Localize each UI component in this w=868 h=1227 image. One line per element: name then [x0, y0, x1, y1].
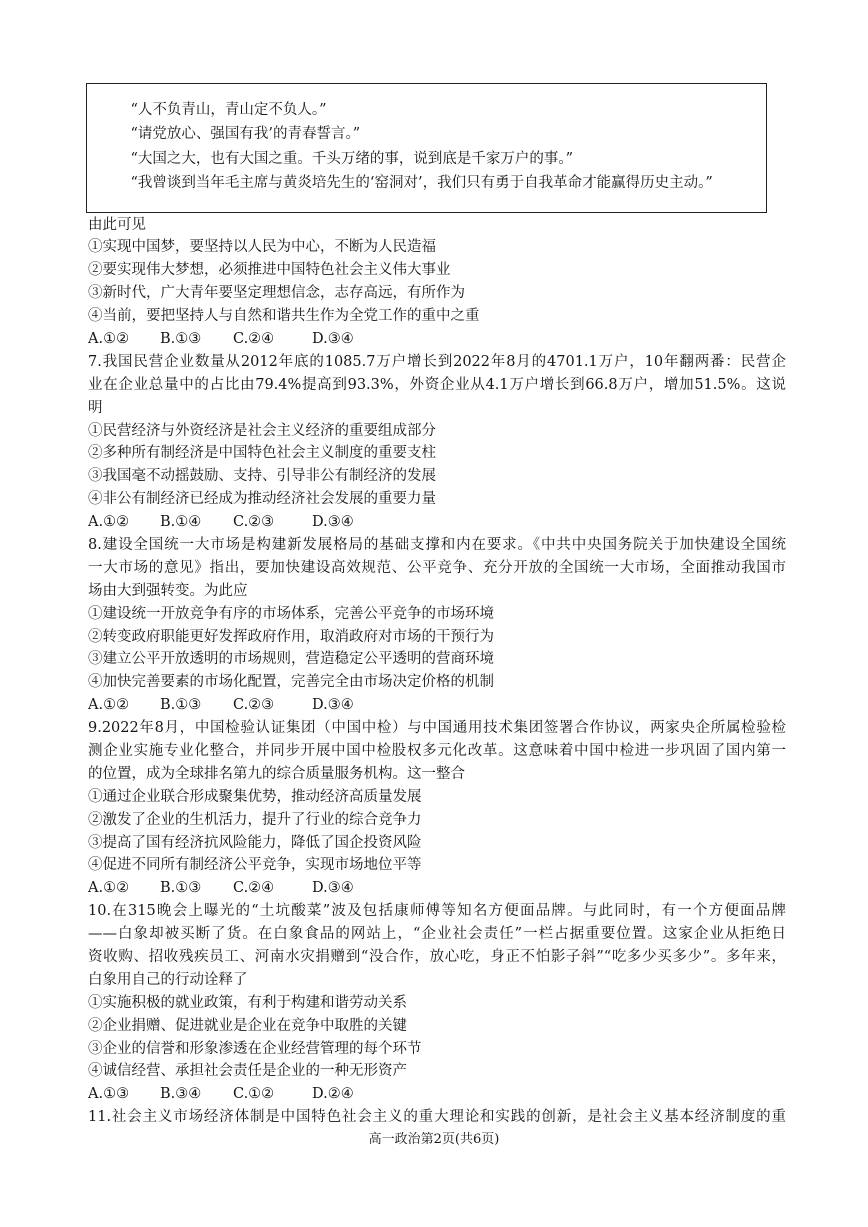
- quote-line-1: “人不负青山，青山定不负人。”: [130, 102, 327, 118]
- question-6-option-2: ②要实现伟大梦想，必须推进中国特色社会主义伟大事业: [88, 262, 451, 279]
- question-7-option-1: ①民营经济与外资经济是社会主义经济的重要组成部分: [88, 422, 436, 439]
- question-8-option-2: ②转变政府职能更好发挥政府作用，取消政府对市场的干预行为: [88, 628, 494, 645]
- question-9-option-1: ①通过企业联合形成聚集优势，推动经济高质量发展: [88, 788, 422, 805]
- question-10-choice-d: D.②④: [312, 1086, 354, 1103]
- question-8-stem-line-2: 一大市场的意见》指出，要加快建设高效规范、公平竞争、充分开放的全国统一大市场，全面推动我国市: [88, 559, 786, 576]
- question-6-choice-b: B.①③: [160, 330, 202, 347]
- question-9-choices: [88, 877, 786, 900]
- question-7-choice-b: B.①④: [160, 514, 202, 531]
- question-10: [88, 900, 786, 1106]
- question-7-choice-d: D.③④: [312, 514, 354, 531]
- question-8-choice-c: C.②③: [233, 697, 275, 714]
- question-11-stem-line-1: 11.社会主义市场经济体制是中国特色社会主义的重大理论和实践的创新，是社会主义基本经济制度的重: [88, 1109, 786, 1126]
- question-10-choice-b: B.③④: [160, 1086, 202, 1103]
- question-8-option-3: ③建立公平开放透明的市场规则，营造稳定公平透明的营商环境: [88, 651, 494, 668]
- question-10-choices: [88, 1083, 786, 1106]
- question-8-option-1: ①建设统一开放竞争有序的市场体系，完善公平竞争的市场环境: [88, 605, 494, 622]
- question-9-stem-line-1: 9.2022年8月，中国检验认证集团（中国中检）与中国通用技术集团签署合作协议，两家央企所属检验检: [88, 720, 786, 737]
- question-10-stem-line-4: 白象用自己的行动诠释了: [88, 971, 248, 988]
- question-10-option-4: ④诚信经营、承担社会责任是企业的一种无形资产: [88, 1063, 407, 1080]
- question-6-choice-a: A.①②: [88, 330, 130, 347]
- quote-box: [86, 83, 767, 213]
- quote-line-3: “大国之大，也有大国之重。千头万绪的事，说到底是千家万户的事。”: [130, 150, 574, 167]
- question-6-option-4: ④当前，要把坚持人与自然和谐共生作为全党工作的重中之重: [88, 308, 480, 325]
- question-10-option-1: ①实施积极的就业政策，有利于构建和谐劳动关系: [88, 994, 407, 1011]
- question-6-option-1: ①实现中国梦，要坚持以人民为中心，不断为人民造福: [88, 239, 436, 256]
- question-list: [88, 214, 786, 1130]
- question-8-stem-line-1: 8.建设全国统一大市场是构建新发展格局的基础支撑和内在要求。《中共中央国务院关于加快建设全国统: [88, 536, 786, 553]
- question-7-stem-line-3: 明: [88, 399, 103, 416]
- question-8-choices: [88, 694, 786, 717]
- question-8: [88, 534, 786, 717]
- question-9-stem-line-2: 测企业实施专业化整合，并同步开展中国中检股权多元化改革。这意味着中国中检进一步巩固了国内第一: [88, 742, 786, 759]
- question-9-stem-line-3: 的位置，成为全球排名第九的综合质量服务机构。这一整合: [88, 765, 465, 782]
- question-9: [88, 717, 786, 900]
- question-6-stem-line-1: 由此可见: [88, 216, 146, 233]
- question-7-option-2: ②多种所有制经济是中国特色社会主义制度的重要支柱: [88, 445, 436, 462]
- question-7-option-3: ③我国毫不动摇鼓励、支持、引导非公有制经济的发展: [88, 468, 436, 485]
- question-9-choice-b: B.①③: [160, 880, 202, 897]
- question-6-option-3: ③新时代，广大青年要坚定理想信念，志存高远，有所作为: [88, 285, 465, 302]
- question-9-choice-a: A.①②: [88, 880, 130, 897]
- question-7-stem-line-2: 业在企业总量中的占比由79.4%提高到93.3%，外资企业从4.1万户增长到66.8万户，增加51.5%。这说: [88, 376, 786, 393]
- question-7-stem-line-1: 7.我国民营企业数量从2012年底的1085.7万户增长到2022年8月的4701.1万户，10年翻两番：民营企: [88, 353, 786, 370]
- question-7-choice-c: C.②③: [233, 514, 275, 531]
- quote-line-2: “请党放心、强国有我’的青春誓言。”: [130, 126, 361, 143]
- question-10-choice-c: C.①②: [233, 1086, 275, 1103]
- question-6-choice-c: C.②④: [233, 330, 275, 347]
- question-9-choice-c: C.②④: [233, 880, 275, 897]
- question-9-choice-d: D.③④: [312, 880, 354, 897]
- question-6-choices: [88, 328, 786, 351]
- quote-line-4: “我曾谈到当年毛主席与黄炎培先生的‘窑洞对’，我们只有勇于自我革命才能赢得历史主动。”: [130, 174, 713, 191]
- question-7-choices: [88, 511, 786, 534]
- question-7-choice-a: A.①②: [88, 514, 130, 531]
- question-10-option-3: ③企业的信誉和形象渗透在企业经营管理的每个环节: [88, 1040, 422, 1057]
- question-7-option-4: ④非公有制经济已经成为推动经济社会发展的重要力量: [88, 491, 436, 508]
- question-10-choice-a: A.①③: [88, 1086, 130, 1103]
- question-9-option-2: ②激发了企业的生机活力，提升了行业的综合竞争力: [88, 811, 422, 828]
- question-8-choice-d: D.③④: [312, 697, 354, 714]
- question-9-option-4: ④促进不同所有制经济公平竞争，实现市场地位平等: [88, 857, 422, 874]
- question-8-choice-a: A.①②: [88, 697, 130, 714]
- question-8-stem-line-3: 场由大到强转变。为此应: [88, 582, 248, 599]
- question-10-stem-line-1: 10.在315晚会上曝光的“土坑酸菜”波及包括康师傅等知名方便面品牌。与此同时，有一个方便面品牌: [88, 903, 786, 920]
- page-footer: 高一政治第2页(共6页): [368, 1132, 500, 1147]
- question-9-option-3: ③提高了国有经济抗风险能力，降低了国企投资风险: [88, 834, 422, 851]
- question-6: [88, 214, 786, 351]
- question-8-choice-b: B.①③: [160, 697, 202, 714]
- question-10-stem-line-2: ——白象却被买断了货。在白象食品的网站上，“企业社会责任”一栏占据重要位置。这家企业从拒绝日: [88, 926, 786, 943]
- question-6-choice-d: D.③④: [312, 330, 354, 347]
- question-10-option-2: ②企业捐赠、促进就业是企业在竞争中取胜的关键: [88, 1017, 407, 1034]
- question-8-option-4: ④加快完善要素的市场化配置，完善完全由市场决定价格的机制: [88, 674, 494, 691]
- question-10-stem-line-3: 资收购、招收残疾员工、河南水灾捐赠到“没合作，放心吃，身正不怕影子斜”“吃多少买多少”。多年来，: [88, 949, 786, 965]
- question-11: [88, 1106, 786, 1129]
- question-7: [88, 351, 786, 534]
